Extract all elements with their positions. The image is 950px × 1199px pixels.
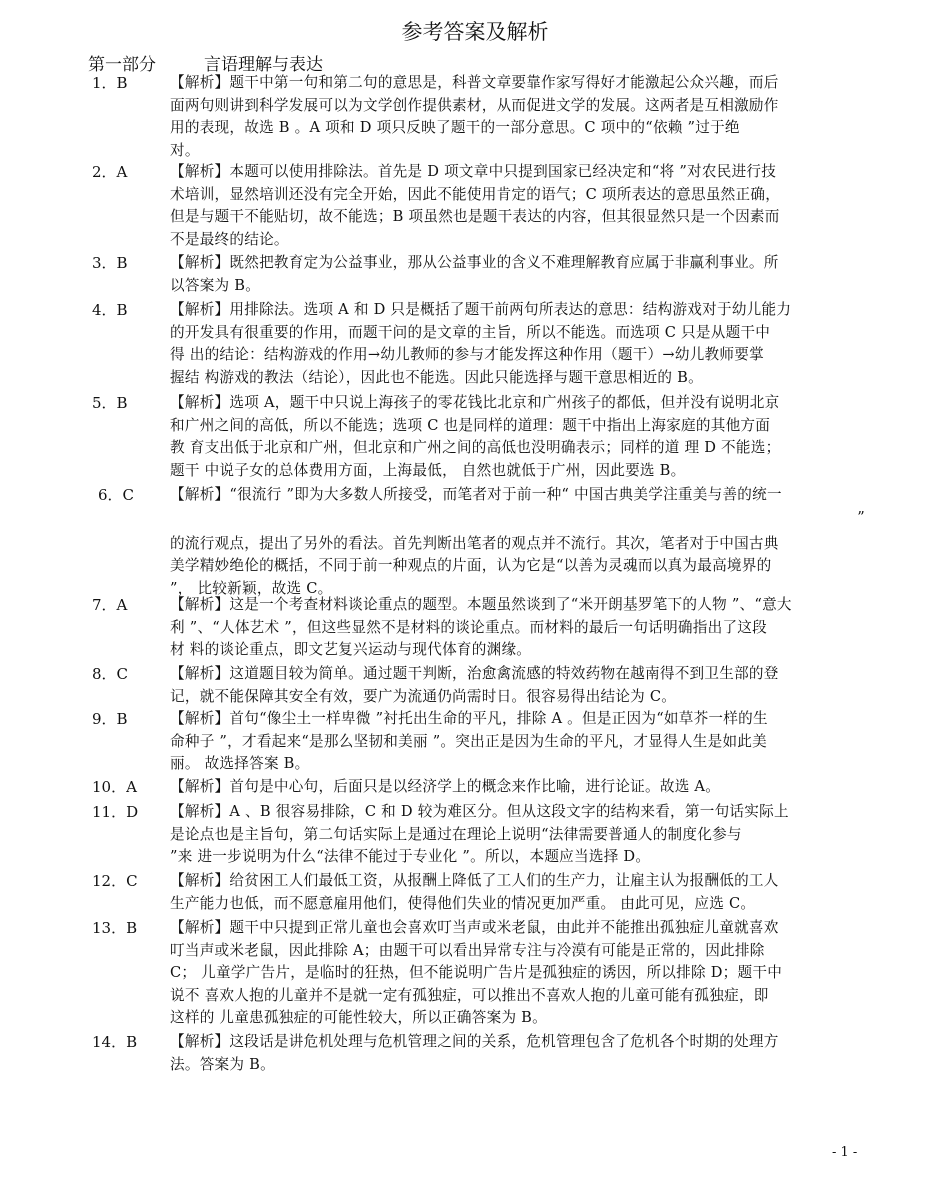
explanation-line: 教 育支出低于北京和广州，但北京和广州之间的高低也没明确表示；同样的道 理 D 不能选； [170, 439, 781, 457]
explanation-line: 的流行观点，提出了另外的看法。首先判断出笔者的观点并不流行。其次，笔者对于中国古典 [170, 534, 779, 552]
answer-number: 3．B [92, 254, 128, 272]
explanation-line: 【解析】题干中只提到正常儿童也会喜欢叮当声或米老鼠，由此并不能推出孤独症儿童就喜欢 [170, 919, 779, 936]
explanation-line: ”来 进一步说明为什么“法律不能过于专业化 ”。所以，本题应当选择 D。 [170, 848, 651, 866]
explanation-line: 不是最终的结论。 [170, 230, 289, 248]
explanation-line: 题干 中说子女的总体费用方面，上海最低， 自然也就低于广州，因此要选 B。 [170, 461, 686, 479]
explanation-line: 【解析】A 、B 很容易排除，C 和 D 较为难区分。但从这段文字的结构来看，第一句话实际上 [170, 803, 789, 820]
explanation-line: ”， 比较新颖，故选 C。 [170, 579, 333, 597]
explanation-line: 材 料的谈论重点，即文艺复兴运动与现代体育的渊缘。 [170, 641, 532, 659]
explanation-line: ” [857, 508, 865, 526]
explanation-line: 【解析】用排除法。选项 A 和 D 只是概括了题干前两句所表达的意思：结构游戏对于幼儿能力 [170, 301, 792, 318]
explanation-line: 说不 喜欢人抱的儿童并不是就一定有孤独症，可以推出不喜欢人抱的儿童可能有孤独症，即 [170, 986, 769, 1004]
explanation-line: 法。答案为 B。 [170, 1055, 275, 1073]
answer-number: 5．B [92, 394, 128, 412]
section-part: 第一部分 [88, 55, 156, 75]
explanation [170, 72, 865, 162]
explanation-line: 丽。 故选择答案 B。 [170, 755, 310, 773]
explanation-line: 利 ”、“人体艺术 ”，但这些显然不是材料的谈论重点。而材料的最后一句话明确指出了这段 [170, 618, 767, 636]
explanation-line: 【解析】这是一个考查材料谈论重点的题型。本题虽然谈到了“米开朗基罗笔下的人物 ”、“意大 [170, 596, 792, 613]
explanation-line: 用的表现，故选 B 。A 项和 D 项只反映了题干的一部分意思。C 项中的“依赖 ”过于绝 [170, 119, 740, 137]
answer-number: 11．D [92, 803, 139, 821]
answer-number: 1．B [92, 74, 128, 92]
explanation-line: 【解析】给贫困工人们最低工资，从报酬上降低了工人们的生产力，让雇主认为报酬低的工人 [170, 872, 779, 889]
explanation-line: 面两句则讲到科学发展可以为文学创作提供素材，从而促进文学的发展。这两者是互相激励作 [170, 96, 779, 114]
answer-number: 2．A [92, 163, 128, 181]
section-name: 言语理解与表达 [204, 55, 323, 75]
answer-number: 12．C [92, 872, 138, 890]
explanation-line: 叮当声或米老鼠，因此排除 A；由题干可以看出异常专注与冷漠有可能是正常的，因此排除 [170, 941, 765, 959]
answer-number: 6．C [98, 486, 135, 504]
explanation-line: 【解析】“很流行 ”即为大多数人所接受，而笔者对于前一种“ 中国古典美学注重美与善的统一 [170, 486, 782, 503]
explanation-line: 【解析】本题可以使用排除法。首先是 D 项文章中只提到国家已经决定和“将 ”对农民进行技 [170, 163, 777, 180]
explanation [170, 161, 865, 251]
explanation [170, 1031, 865, 1076]
explanation-line: 【解析】这道题目较为简单。通过题干判断，治愈禽流感的特效药物在越南得不到卫生部的登 [170, 665, 779, 682]
explanation-line: 术培训，显然培训还没有完全开始，因此不能使用肯定的语气；C 项所表达的意思虽然正确， [170, 185, 781, 203]
explanation-line: 对。 [170, 141, 200, 159]
answer-number: 7．A [92, 596, 128, 614]
explanation [170, 776, 865, 799]
explanation-line: 和广州之间的高低，所以不能选；选项 C 也是同样的道理：题干中指出上海家庭的其他方面 [170, 416, 771, 434]
explanation-line: C； 儿童学广告片，是临时的狂热，但不能说明广告片是孤独症的诱因，所以排除 D；题干中 [170, 964, 783, 982]
explanation [170, 392, 865, 482]
explanation-line: 【解析】题干中第一句和第二句的意思是，科普文章要靠作家写得好才能激起公众兴趣，而后 [170, 74, 779, 91]
answer-number: 8．C [92, 665, 129, 683]
answer-number: 9．B [92, 710, 128, 728]
page-number: - 1 - [832, 1145, 858, 1160]
answer-number: 10．A [92, 778, 137, 796]
explanation-line: 以答案为 B。 [170, 276, 261, 294]
explanation [170, 594, 865, 662]
answer-number: 4．B [92, 301, 128, 319]
explanation-line: 但是与题干不能贴切，故不能选；B 项虽然也是题干表达的内容，但其很显然只是一个因素而 [170, 208, 780, 226]
explanation-line: 是论点也是主旨句，第二句话实际上是通过在理论上说明“法律需要普通人的制度化参与 [170, 825, 742, 843]
explanation-line: 的开发具有很重要的作用，而题干问的是文章的主旨，所以不能选。而选项 C 只是从题干中 [170, 323, 771, 341]
explanation-line: 【解析】首句“像尘土一样卑微 ”衬托出生命的平凡，排除 A 。但是正因为“如草芥一样的生 [170, 710, 768, 727]
explanation [170, 801, 865, 869]
explanation-line: 握结 构游戏的教法（结论），因此也不能选。因此只能选择与题干意思相近的 B。 [170, 368, 703, 386]
explanation [170, 708, 865, 776]
explanation [170, 299, 865, 389]
explanation-line: 得 出的结论：结构游戏的作用→幼儿教师的参与才能发挥这种作用（题干）→幼儿教师要掌 [170, 346, 764, 364]
explanation [170, 917, 865, 1030]
explanation [170, 252, 865, 297]
explanation [170, 870, 865, 915]
explanation-line: 【解析】选项 A，题干中只说上海孩子的零花钱比北京和广州孩子的都低，但并没有说明北京 [170, 394, 780, 411]
explanation-line: 生产能力也低，而不愿意雇用他们，使得他们失业的情况更加严重。 由此可见，应选 C。 [170, 894, 756, 912]
page-title: 参考答案及解析 [401, 20, 549, 44]
explanation-line: 【解析】这段话是讲危机处理与危机管理之间的关系，危机管理包含了危机各个时期的处理方 [170, 1033, 779, 1050]
explanation-line: 【解析】首句是中心句，后面只是以经济学上的概念来作比喻，进行论证。故选 A。 [170, 778, 721, 795]
answer-number: 13．B [92, 919, 138, 937]
explanation-line: 【解析】既然把教育定为公益事业，那从公益事业的含义不难理解教育应属于非赢利事业。所 [170, 254, 779, 271]
explanation-line: 美学精妙绝伦的概括，不同于前一种观点的片面，认为它是“以善为灵魂而以真为最高境界的 [170, 557, 772, 575]
explanation [170, 484, 865, 600]
explanation-line: 记，就不能保障其安全有效，要广为流通仍尚需时日。很容易得出结论为 C。 [170, 687, 677, 705]
answer-number: 14．B [92, 1033, 138, 1051]
explanation-line: 这样的 儿童患孤独症的可能性较大，所以正确答案为 B。 [170, 1009, 548, 1027]
explanation-line: 命种子 ”，才看起来“是那么坚韧和美丽 ”。突出正是因为生命的平凡，才显得人生是如此美 [170, 732, 767, 750]
explanation [170, 663, 865, 708]
